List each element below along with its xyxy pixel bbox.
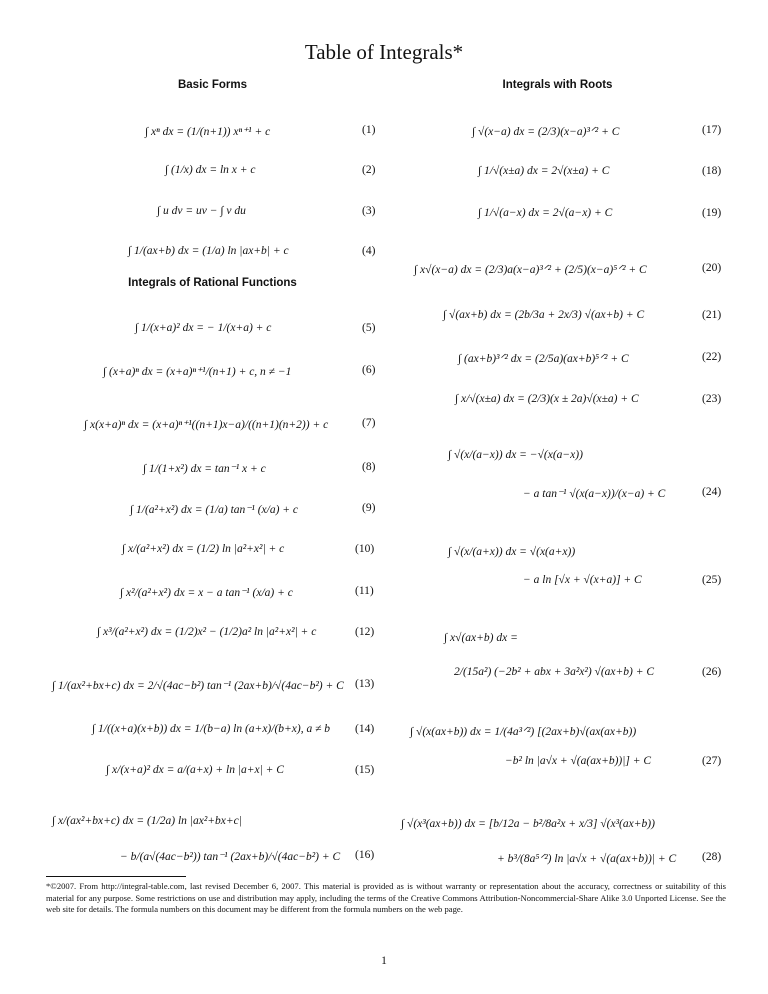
formula-number: (6) bbox=[362, 364, 376, 376]
formula-number: (20) bbox=[702, 262, 722, 274]
formula: ∫ x/(a²+x²) dx = (1/2) ln |a²+x²| + c bbox=[122, 543, 285, 555]
formula: ∫ x√(x−a) dx = (2/3)a(x−a)³ᐟ² + (2/5)(x−a)⁵ᐟ² + C bbox=[414, 264, 647, 276]
formula: ∫ 1/(ax²+bx+c) dx = 2/√(4ac−b²) tan⁻¹ (2ax+b)/√(4ac−b²) + C bbox=[52, 680, 344, 692]
formula-number: (21) bbox=[702, 309, 722, 321]
formula-number: (14) bbox=[355, 723, 375, 735]
formula: ∫ (1/x) dx = ln x + c bbox=[165, 164, 256, 176]
formula-continuation: 2/(15a²) (−2b² + abx + 3a²x²) √(ax+b) + C bbox=[454, 666, 655, 678]
formula-number: (13) bbox=[355, 678, 375, 690]
formula: ∫ 1/(x+a)² dx = − 1/(x+a) + c bbox=[135, 322, 272, 334]
formula-number: (23) bbox=[702, 393, 722, 405]
formula-number: (16) bbox=[355, 849, 375, 861]
formula: ∫ x/(x+a)² dx = a/(a+x) + ln |a+x| + C bbox=[106, 764, 284, 776]
formula: ∫ u dv = uv − ∫ v du bbox=[157, 205, 246, 217]
formula-number: (2) bbox=[362, 164, 376, 176]
section-heading-rational-functions: Integrals of Rational Functions bbox=[128, 277, 297, 289]
section-heading-basic-forms: Basic Forms bbox=[177, 79, 248, 91]
formula: ∫ √(x(ax+b)) dx = 1/(4a³ᐟ²) [(2ax+b)√(ax(ax+b)) bbox=[410, 726, 637, 738]
formula-number: (28) bbox=[702, 851, 722, 863]
formula: ∫ 1/√(x±a) dx = 2√(x±a) + C bbox=[478, 165, 610, 177]
formula: ∫ √(ax+b) dx = (2b/3a + 2x/3) √(ax+b) + C bbox=[443, 309, 645, 321]
formula: ∫ 1/√(a−x) dx = 2√(a−x) + C bbox=[478, 207, 613, 219]
formula-continuation: − b/(a√(4ac−b²)) tan⁻¹ (2ax+b)/√(4ac−b²) + C bbox=[120, 851, 341, 863]
formula-number: (7) bbox=[362, 417, 376, 429]
footnote: *©2007. From http://integral-table.com, last revised December 6, 2007. This material is provided as is without warranty or representation about the accuracy, correctness or suitability of this material for any purpose. Some restrictions on use and distribution may apply, including the terms of the Creative Commons Attribution-Noncommercial-Share Alike 3.0 Unported License. See the web site for details. The formula numbers on this document may be different from the formula numbers on the web page. bbox=[46, 881, 726, 915]
formula: ∫ 1/((x+a)(x+b)) dx = 1/(b−a) ln (a+x)/(b+x), a ≠ b bbox=[92, 723, 331, 735]
formula: ∫ x/(ax²+bx+c) dx = (1/2a) ln |ax²+bx+c| bbox=[52, 815, 242, 827]
formula: ∫ x√(ax+b) dx = bbox=[444, 632, 518, 644]
formula: ∫ √(x/(a+x)) dx = √(x(a+x)) bbox=[448, 546, 576, 558]
formula-number: (1) bbox=[362, 124, 376, 136]
formula: ∫ √(x/(a−x)) dx = −√(x(a−x)) bbox=[448, 449, 583, 461]
formula: ∫ 1/(a²+x²) dx = (1/a) tan⁻¹ (x/a) + c bbox=[130, 504, 299, 516]
formula: ∫ √(x³(ax+b)) dx = [b/12a − b²/8a²x + x/3] √(x³(ax+b)) bbox=[401, 818, 655, 830]
formula-number: (5) bbox=[362, 322, 376, 334]
formula-number: (4) bbox=[362, 245, 376, 257]
formula-continuation: − a ln [√x + √(x+a)] + C bbox=[523, 574, 642, 586]
formula-number: (15) bbox=[355, 764, 375, 776]
formula-number: (11) bbox=[355, 585, 374, 597]
formula: ∫ 1/(ax+b) dx = (1/a) ln |ax+b| + c bbox=[128, 245, 289, 257]
formula-number: (26) bbox=[702, 666, 722, 678]
formula-continuation: − a tan⁻¹ √(x(a−x))/(x−a) + C bbox=[523, 488, 666, 500]
formula-number: (17) bbox=[702, 124, 722, 136]
formula: ∫ 1/(1+x²) dx = tan⁻¹ x + c bbox=[143, 463, 266, 475]
formula-continuation: −b² ln |a√x + √(a(ax+b))|] + C bbox=[505, 755, 652, 767]
formula: ∫ √(x−a) dx = (2/3)(x−a)³ᐟ² + C bbox=[472, 126, 620, 138]
formula: ∫ x(x+a)ⁿ dx = (x+a)ⁿ⁺¹((n+1)x−a)/((n+1)(n+2)) + c bbox=[84, 419, 329, 431]
formula: ∫ (ax+b)³ᐟ² dx = (2/5a)(ax+b)⁵ᐟ² + C bbox=[458, 353, 629, 365]
formula-continuation: + b³/(8a⁵ᐟ²) ln |a√x + √(a(ax+b))| + C bbox=[497, 853, 677, 865]
formula: ∫ xⁿ dx = (1/(n+1)) xⁿ⁺¹ + c bbox=[145, 126, 271, 138]
formula: ∫ (x+a)ⁿ dx = (x+a)ⁿ⁺¹/(n+1) + c, n ≠ −1 bbox=[103, 366, 292, 378]
formula: ∫ x³/(a²+x²) dx = (1/2)x² − (1/2)a² ln |a²+x²| + c bbox=[97, 626, 317, 638]
section-heading-integrals-with-roots: Integrals with Roots bbox=[502, 79, 613, 91]
formula: ∫ x/√(x±a) dx = (2/3)(x ± 2a)√(x±a) + C bbox=[455, 393, 639, 405]
page-number: 1 bbox=[381, 955, 387, 967]
formula-number: (19) bbox=[702, 207, 722, 219]
formula: ∫ x²/(a²+x²) dx = x − a tan⁻¹ (x/a) + c bbox=[120, 587, 293, 599]
formula-number: (25) bbox=[702, 574, 722, 586]
formula-number: (10) bbox=[355, 543, 375, 555]
formula-number: (3) bbox=[362, 205, 376, 217]
formula-number: (18) bbox=[702, 165, 722, 177]
page-title: Table of Integrals* bbox=[304, 40, 464, 64]
formula-number: (8) bbox=[362, 461, 376, 473]
formula-number: (27) bbox=[702, 755, 722, 767]
formula-number: (9) bbox=[362, 502, 376, 514]
formula-number: (24) bbox=[702, 486, 722, 498]
footnote-rule bbox=[46, 876, 186, 877]
formula-number: (22) bbox=[702, 351, 722, 363]
formula-number: (12) bbox=[355, 626, 375, 638]
